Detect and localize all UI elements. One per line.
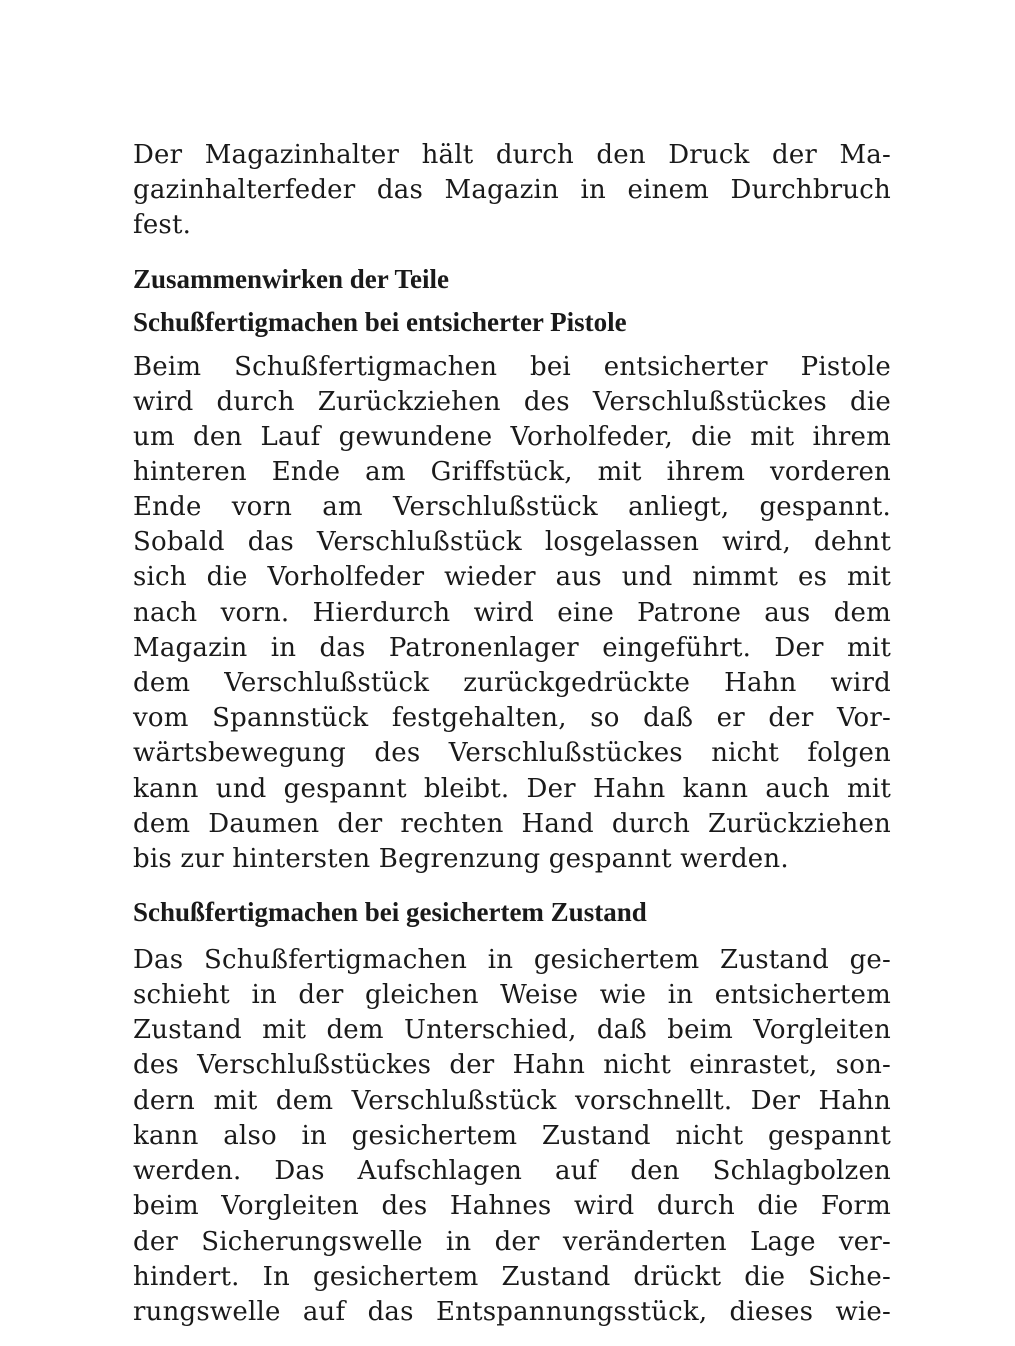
intro-line: gazinhalterfeder das Magazin in einem Durchbruch [133, 175, 891, 205]
paragraph-line: dem Verschlußstück zurückgedrückte Hahn wird [133, 668, 891, 698]
paragraph-line: Ende vorn am Verschlußstück anliegt, gespannt. [133, 492, 891, 522]
subsection-heading-entsichert: Schußfertigmachen bei entsicherter Pistole [133, 307, 627, 337]
paragraph-line: hinteren Ende am Griffstück, mit ihrem vorderen [133, 457, 891, 487]
paragraph-line: wird durch Zurückziehen des Verschlußstückes die [133, 387, 891, 417]
paragraph-line: der Sicherungswelle in der veränderten Lage ver- [133, 1227, 891, 1257]
paragraph-line: nach vorn. Hierdurch wird eine Patrone aus dem [133, 598, 891, 628]
section-heading: Zusammenwirken der Teile [133, 264, 450, 294]
paragraph-line: Zustand mit dem Unterschied, daß beim Vorgleiten [133, 1015, 891, 1045]
paragraph-line: vom Spannstück festgehalten, so daß er der Vor- [133, 703, 891, 733]
paragraph-line: hindert. In gesichertem Zustand drückt die Siche- [133, 1262, 891, 1292]
paragraph-line: werden. Das Aufschlagen auf den Schlagbolzen [133, 1156, 891, 1186]
paragraph-line: beim Vorgleiten des Hahnes wird durch die Form [133, 1191, 891, 1221]
subsection-heading-gesichert: Schußfertigmachen bei gesichertem Zustand [133, 897, 647, 927]
paragraph-line: bis zur hintersten Begrenzung gespannt werden. [133, 844, 789, 874]
paragraph-line: schieht in der gleichen Weise wie in entsichertem [133, 980, 891, 1010]
paragraph-line: sich die Vorholfeder wieder aus und nimmt es mit [133, 562, 891, 592]
paragraph-line: des Verschlußstückes der Hahn nicht einrastet, son- [133, 1050, 891, 1080]
paragraph-line: rungswelle auf das Entspannungsstück, dieses wie- [133, 1297, 891, 1327]
paragraph-line: dern mit dem Verschlußstück vorschnellt. Der Hahn [133, 1086, 891, 1116]
intro-line: fest. [133, 210, 192, 240]
paragraph-line: dem Daumen der rechten Hand durch Zurückziehen [133, 809, 891, 839]
paragraph-line: Beim Schußfertigmachen bei entsicherter Pistole [133, 352, 891, 382]
intro-line: Der Magazinhalter hält durch den Druck der Ma- [133, 140, 891, 170]
paragraph-line: wärtsbewegung des Verschlußstückes nicht folgen [133, 738, 891, 768]
paragraph-line: Das Schußfertigmachen in gesichertem Zustand ge- [133, 945, 891, 975]
paragraph-line: um den Lauf gewundene Vorholfeder, die mit ihrem [133, 422, 891, 452]
paragraph-line: Magazin in das Patronenlager eingeführt. Der mit [133, 633, 891, 663]
paragraph-line: Sobald das Verschlußstück losgelassen wird, dehnt [133, 527, 891, 557]
paragraph-line: kann also in gesichertem Zustand nicht gespannt [133, 1121, 891, 1151]
paragraph-line: kann und gespannt bleibt. Der Hahn kann auch mit [133, 774, 891, 804]
